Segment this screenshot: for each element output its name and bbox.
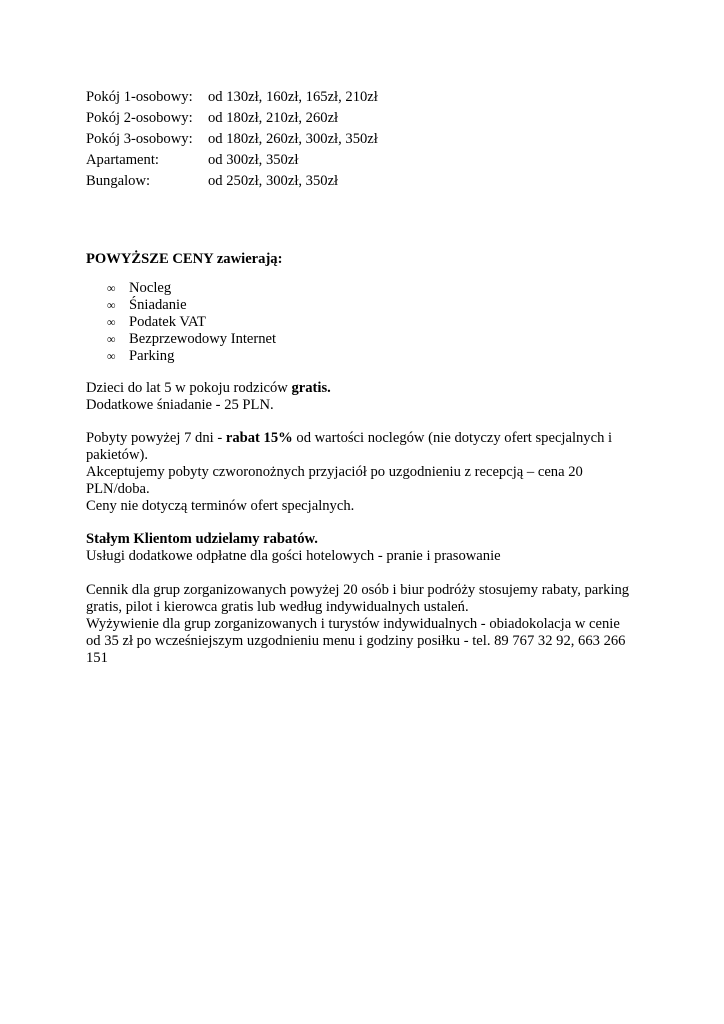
- discount-line: [86, 430, 646, 447]
- list-item-label: Nocleg: [129, 280, 172, 296]
- list-item: [86, 348, 646, 365]
- infinity-bullet-icon: ∞: [107, 332, 116, 346]
- room-type: Bungalow:: [86, 173, 151, 189]
- price-table: [86, 87, 378, 192]
- included-list: [86, 280, 646, 365]
- groups-paragraph: [86, 582, 646, 667]
- price-row: [86, 87, 378, 108]
- discount-line-cont: pakietów).: [86, 447, 149, 463]
- kids-free-line: [86, 380, 646, 397]
- pets-line-cont: PLN/doba.: [86, 481, 150, 497]
- regular-clients-heading: Stałym Klientom udzielamy rabatów.: [86, 531, 318, 547]
- list-item-label: Podatek VAT: [129, 314, 206, 330]
- room-type: Pokój 3-osobowy:: [86, 131, 193, 147]
- infinity-bullet-icon: ∞: [107, 298, 116, 312]
- room-price: od 250zł, 300zł, 350zł: [208, 173, 339, 189]
- regular-clients-paragraph: [86, 531, 646, 565]
- kids-paragraph: [86, 380, 646, 414]
- discount-prefix: Pobyty powyżej 7 dni -: [86, 430, 226, 446]
- kids-free-text: Dzieci do lat 5 w pokoju rodziców: [86, 380, 292, 396]
- list-item: [86, 280, 646, 297]
- infinity-bullet-icon: ∞: [107, 281, 116, 295]
- discount-bold: rabat 15%: [225, 430, 293, 446]
- groups-line: gratis, pilot i kierowca gratis lub według indywidualnych ustaleń.: [86, 599, 469, 615]
- room-price: od 180zł, 260zł, 300zł, 350zł: [208, 131, 378, 147]
- catering-line: Wyżywienie dla grup zorganizowanych i turystów indywidualnych - obiadokolacja w cenie: [86, 616, 620, 632]
- list-item: [86, 297, 646, 314]
- list-item-label: Parking: [129, 348, 175, 364]
- infinity-bullet-icon: ∞: [107, 349, 116, 363]
- room-type: Apartament:: [86, 152, 159, 168]
- price-row: [86, 129, 378, 150]
- pets-line: Akceptujemy pobyty czworonożnych przyjaciół po uzgodnieniu z recepcją – cena 20: [86, 464, 583, 480]
- special-offers-line: Ceny nie dotyczą terminów ofert specjalnych.: [86, 498, 355, 514]
- room-type: Pokój 2-osobowy:: [86, 110, 193, 126]
- price-row: [86, 171, 378, 192]
- included-heading: POWYŻSZE CENY zawierają:: [86, 251, 283, 267]
- room-price: od 130zł, 160zł, 165zł, 210zł: [208, 89, 378, 105]
- groups-line: Cennik dla grup zorganizowanych powyżej 20 osób i biur podróży stosujemy rabaty, parking: [86, 582, 630, 598]
- kids-free-bold: gratis.: [291, 380, 331, 396]
- extra-breakfast-line: Dodatkowe śniadanie - 25 PLN.: [86, 397, 274, 413]
- price-row: [86, 150, 378, 171]
- discount-suffix: od wartości noclegów (nie dotyczy ofert specjalnych i: [292, 430, 613, 446]
- list-item-label: Bezprzewodowy Internet: [129, 331, 277, 347]
- document-page: [86, 87, 646, 667]
- list-item: [86, 331, 646, 348]
- infinity-bullet-icon: ∞: [107, 315, 116, 329]
- list-item-label: Śniadanie: [129, 297, 187, 313]
- catering-line: 151: [86, 650, 108, 666]
- room-price: od 180zł, 210zł, 260zł: [208, 110, 339, 126]
- catering-line: od 35 zł po wcześniejszym uzgodnieniu menu i godziny posiłku - tel. 89 767 32 92, 663 266: [86, 633, 626, 649]
- room-type: Pokój 1-osobowy:: [86, 89, 193, 105]
- stays-paragraph: [86, 430, 646, 515]
- list-item: [86, 314, 646, 331]
- room-price: od 300zł, 350zł: [208, 152, 299, 168]
- price-row: [86, 108, 378, 129]
- extra-services-line: Usługi dodatkowe odpłatne dla gości hotelowych - pranie i prasowanie: [86, 548, 501, 564]
